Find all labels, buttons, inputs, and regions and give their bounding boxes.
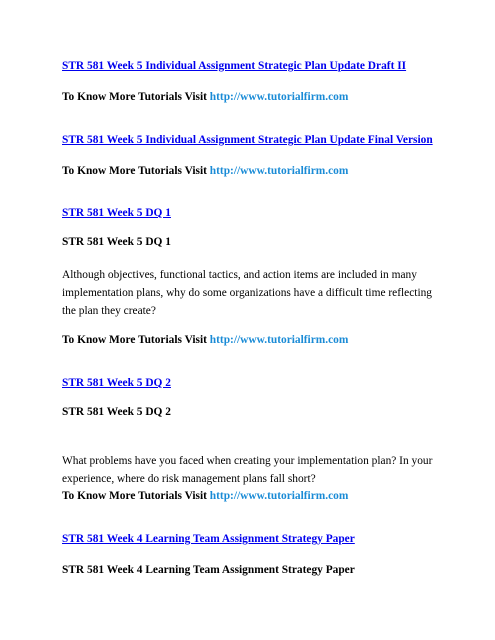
tutorial-url-link[interactable]: http://www.tutorialfirm.com bbox=[209, 334, 349, 346]
question-dq2 bbox=[62, 452, 442, 488]
link-week4-strategy-paper[interactable]: STR 581 Week 4 Learning Team Assignment Strategy Paper bbox=[62, 533, 355, 545]
question-dq1-line: the plan they create? bbox=[62, 305, 156, 317]
tutorial-prefix: To Know More Tutorials Visit bbox=[62, 165, 210, 177]
question-dq1-line: Although objectives, functional tactics, and action items are included in many bbox=[62, 269, 417, 281]
heading-week5-dq2: STR 581 Week 5 DQ 2 bbox=[62, 406, 171, 418]
tutorial-line-3 bbox=[62, 333, 348, 347]
tutorial-prefix: To Know More Tutorials Visit bbox=[62, 490, 210, 502]
link-week5-dq2[interactable]: STR 581 Week 5 DQ 2 bbox=[62, 377, 171, 389]
tutorial-prefix: To Know More Tutorials Visit bbox=[62, 334, 210, 346]
tutorial-prefix: To Know More Tutorials Visit bbox=[62, 91, 210, 103]
question-dq1 bbox=[62, 266, 442, 320]
question-dq2-line: What problems have you faced when creating your implementation plan? In your bbox=[62, 455, 433, 467]
question-dq1-line: implementation plans, why do some organizations have a difficult time reflecting bbox=[62, 287, 432, 299]
tutorial-url-link[interactable]: http://www.tutorialfirm.com bbox=[209, 490, 349, 502]
link-week5-final-version[interactable]: STR 581 Week 5 Individual Assignment Strategic Plan Update Final Version bbox=[62, 134, 433, 146]
link-week5-draft-ii[interactable]: STR 581 Week 5 Individual Assignment Strategic Plan Update Draft II bbox=[62, 60, 407, 72]
question-dq2-line: experience, where do risk management plans fall short? bbox=[62, 473, 316, 485]
tutorial-line-4 bbox=[62, 489, 348, 503]
tutorial-line-1 bbox=[62, 90, 348, 104]
tutorial-line-2 bbox=[62, 164, 348, 178]
tutorial-url-link[interactable]: http://www.tutorialfirm.com bbox=[209, 165, 349, 177]
heading-week4-strategy-paper: STR 581 Week 4 Learning Team Assignment Strategy Paper bbox=[62, 564, 355, 576]
heading-week5-dq1: STR 581 Week 5 DQ 1 bbox=[62, 236, 171, 248]
tutorial-url-link[interactable]: http://www.tutorialfirm.com bbox=[209, 91, 349, 103]
link-week5-dq1[interactable]: STR 581 Week 5 DQ 1 bbox=[62, 207, 171, 219]
